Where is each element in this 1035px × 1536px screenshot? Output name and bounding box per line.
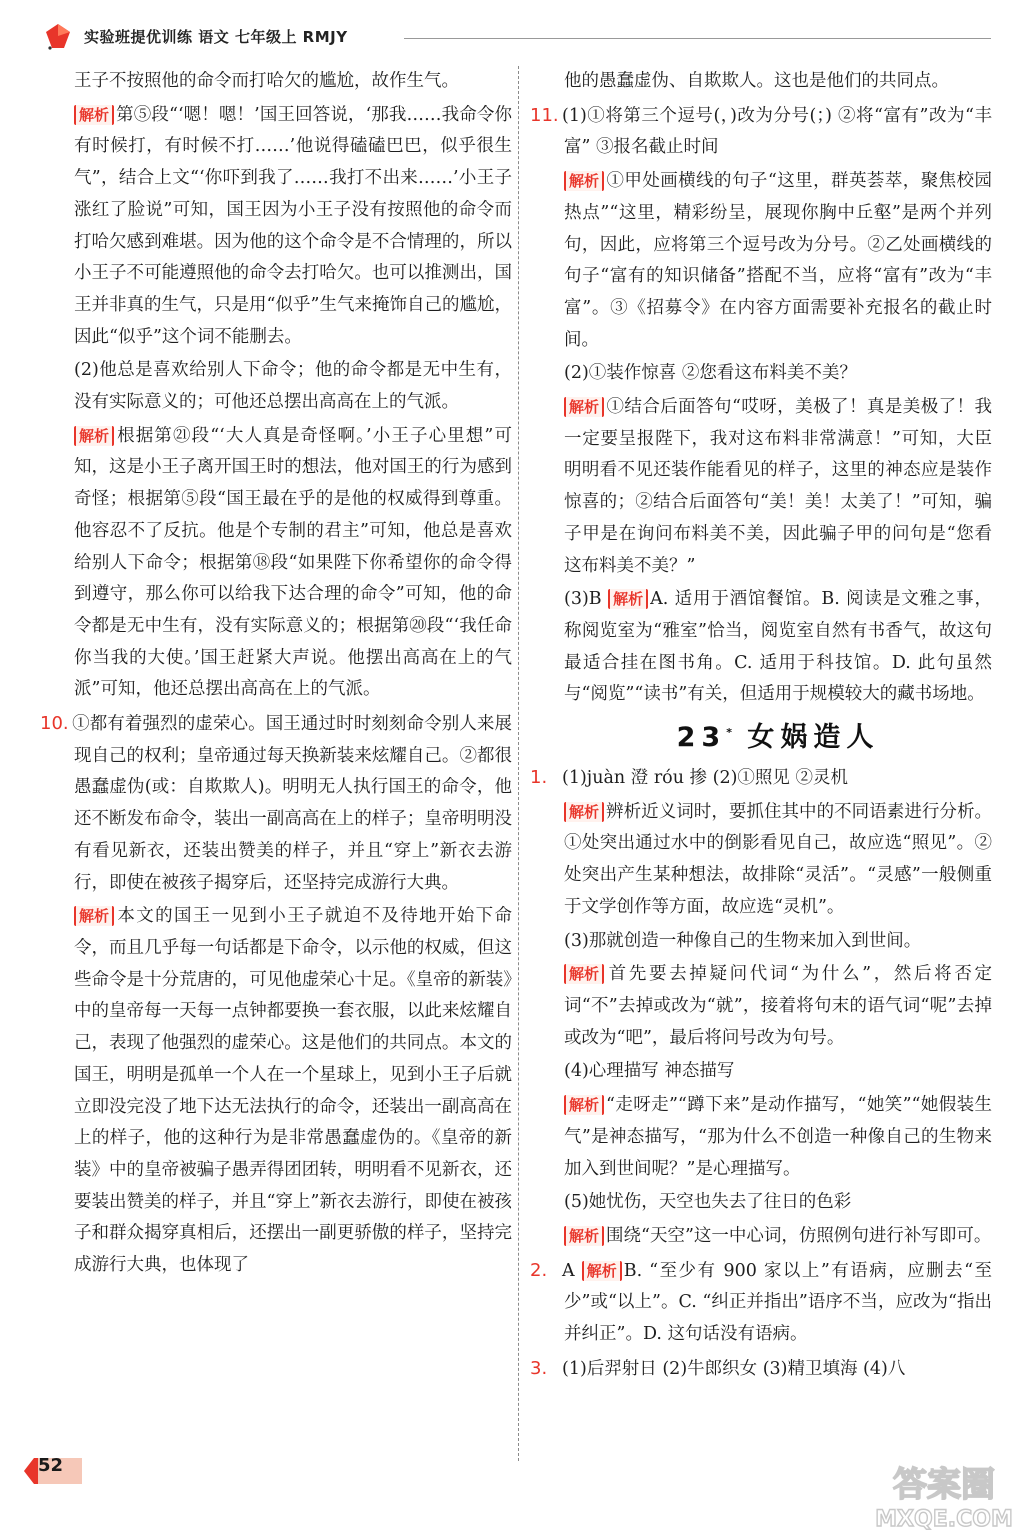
analysis-tag: 解析 — [564, 397, 604, 417]
analysis-tag: 解析 — [582, 1261, 622, 1281]
question-11 — [530, 100, 992, 164]
analysis-tag: 解析 — [564, 802, 604, 822]
right-column — [530, 66, 992, 1387]
question-number: 11. — [530, 104, 559, 126]
answer-paragraph: (4)心理描写 神态描写 — [564, 1061, 735, 1082]
watermark-line2: MXQE.COM — [875, 1507, 1013, 1532]
analysis-paragraph — [74, 100, 512, 354]
lesson-number: 23 — [676, 722, 727, 754]
question-1 — [530, 762, 992, 795]
question-number: 10. — [40, 713, 69, 735]
answer-text: ①都有着强烈的虚荣心。国王通过时时刻刻命令别人来展现自己的权利；皇帝通过每天换新装来炫耀自己。②都很愚蠢虚伪(或：自欺欺人)。明明无人执行国王的命令，他还不断发布命令，装出一副高高在上的样子；皇帝明明没有看见新衣，还装出赞美的样子，并且“穿上”新衣去游行，即使在被孩子揭穿后，还坚持完成游行大典。 — [72, 714, 512, 893]
analysis-tag: 解析 — [564, 1226, 604, 1246]
page-header — [44, 20, 991, 56]
analysis-paragraph — [74, 901, 512, 1281]
question-number: 1. — [530, 767, 548, 789]
analysis-text: 根据第㉑段“‘大人真是奇怪啊。’小王子心里想”可知，这是小王子离开国王时的想法，他对国王的行为感到奇怪；根据第⑤段“国王最在乎的是他的权威得到尊重。他容忍不了反抗。他是个专制的君主”可知，他总是喜欢给别人下命令；根据第⑱段“如果陛下你希望你的命令得到遵守，那么你可以给我下达合理的命令”可知，他的命令都是无中生有，没有实际意义的；根据第⑳段“‘我任命你当我的大使。’国王赶紧大声说。他摆出高高在上的气派”可知，他还总摆出高高在上的气派。 — [74, 425, 512, 700]
page-number: 52 — [38, 1455, 64, 1476]
analysis-text: “走呀走”“蹲下来”是动作描写，“她笑”“她假装生气”是神态描写，“那为什么不创造一种像自己的生物来加入到世间呢？”是心理描写。 — [564, 1095, 992, 1179]
analysis-text: A. 适用于酒馆餐馆。B. 阅读是文雅之事，称阅览室为“雅室”恰当，阅览室自然有书香气，故这句最适合挂在图书角。C. 适用于科技馆。D. 此句虽然与“阅览”“读书”有关，但适用于规模较大的藏书场地。 — [564, 589, 992, 705]
watermark-logo — [859, 1456, 1029, 1532]
analysis-text: 第⑤段“‘嗯！嗯！’国王回答说，‘那我……我命令你有时候打，有时候不打……’他说得磕磕巴巴，似乎很生气”，结合上文“‘你吓到我了……我打不出来……’小王子涨红了脸说”可知，国王因为小王子没有按照他的命令而打哈欠感到难堪。因为他的这个命令是不合情理的，所以小王子不可能遵照他的命令去打哈欠。也可以推测出，国王并非真的生气，只是用“似乎”生气来掩饰自己的尴尬，因此“似乎”这个词不能删去。 — [74, 104, 512, 347]
analysis-text: 本文的国王一见到小王子就迫不及待地开始下命令，而且几乎每一句话都是下命令，以示他的权威，但这些命令是十分荒唐的，可见他虚荣心十足。《皇帝的新装》中的皇帝每一天每一点钟都要换一套衣服，以此来炫耀自己，表现了他强烈的虚荣心。这是他们的共同点。本文的国王，明明是孤单一个人在一个星球上，见到小王子后就立即没完没了地下达无法执行的命令，还装出一副高高在上的样子，他的这种行为是非常愚蠢虚伪的。《皇帝的新装》中的皇帝被骗子愚弄得团团转，明明看不见新衣，还要装出赞美的样子，并且“穿上”新衣去游行，即使在被孩子和群众揭穿真相后，还摆出一副更骄傲的样子，坚持完成游行大典，也体现了 — [74, 906, 512, 1276]
answer-choice: A — [562, 1260, 575, 1281]
analysis-tag: 解析 — [74, 906, 114, 926]
analysis-paragraph — [564, 166, 992, 356]
answer-paragraph: (3)那就创造一种像自己的生物来加入到世间。 — [564, 930, 922, 951]
answer-text: (1)后羿射日 (2)牛郎织女 (3)精卫填海 (4)八 — [562, 1358, 906, 1379]
analysis-paragraph — [564, 1090, 992, 1185]
question-3 — [530, 1353, 992, 1386]
answer-choice: (3)B — [564, 589, 602, 610]
analysis-tag: 解析 — [608, 589, 648, 609]
lesson-title — [564, 713, 992, 758]
lesson-name: 女娲造人 — [747, 722, 880, 754]
answer-paragraph: (5)她忧伤，天空也失去了往日的色彩 — [564, 1192, 852, 1213]
answer-text: (1)juàn 澄 róu 掺 (2)①照见 ②灵机 — [562, 768, 848, 789]
analysis-paragraph — [564, 392, 992, 582]
analysis-tag: 解析 — [564, 1095, 604, 1115]
analysis-text: ①甲处画横线的句子“这里，群英荟萃，聚焦校园热点”“这里，精彩纷呈，展现你胸中丘壑”是两个并列句，因此，应将第三个逗号改为分号。②乙处画横线的句子“富有的知识储备”搭配不当，应将“富有”改为“丰富”。③《招募令》在内容方面需要补充报名的截止时间。 — [564, 171, 992, 350]
left-column — [40, 66, 512, 1284]
answer-paragraph — [564, 584, 992, 711]
lesson-star: * — [726, 726, 732, 740]
question-2 — [530, 1255, 992, 1351]
analysis-text: ①结合后面答句“哎呀，美极了！真是美极了！我一定要呈报陛下，我对这布料非常满意！”可知，大臣明明看不见还装作能看见的样子，这里的神态应是装作惊喜的；②结合后面答句“美！美！太美了！”可知，骗子甲是在询问布料美不美，因此骗子甲的问句是“您看这布料美不美？” — [564, 397, 992, 576]
analysis-paragraph — [564, 797, 992, 924]
answer-paragraph: 王子不按照他的命令而打哈欠的尴尬，故作生气。 — [74, 71, 459, 91]
analysis-tag: 解析 — [74, 426, 114, 446]
analysis-paragraph — [564, 959, 992, 1054]
analysis-tag: 解析 — [564, 171, 604, 191]
analysis-text: 首先要去掉疑问代词“为什么”，然后将否定词“不”去掉或改为“就”，接着将句末的语气词“呢”去掉或改为“吧”，最后将问号改为句号。 — [564, 964, 992, 1048]
answer-text: (1)①将第三个逗号(，)改为分号(；) ②将“富有”改为“丰富” ③报名截止时间 — [562, 105, 992, 158]
analysis-text: 辨析近义词时，要抓住其中的不同语素进行分析。①处突出通过水中的倒影看见自己，故应选“照见”。②处突出产生某种想法，故排除“灵活”。“灵感”一般侧重于文学创作等方面，故应选“灵机”。 — [564, 801, 992, 917]
answer-paragraph: (2)①装作惊喜 ②您看这布料美不美？ — [564, 363, 857, 384]
header-rule — [404, 38, 991, 39]
analysis-paragraph — [74, 421, 512, 706]
header-title: 实验班提优训练 语文 七年级上 RMJY — [84, 28, 348, 46]
watermark-line1: 答案圈 — [893, 1465, 995, 1505]
answer-paragraph: (2)他总是喜欢给别人下命令；他的命令都是无中生有，没有实际意义的；可他还总摆出高高在上的气派。 — [74, 360, 512, 413]
question-number: 2. — [530, 1259, 548, 1281]
column-divider — [518, 66, 519, 1461]
book-logo-icon — [44, 22, 72, 50]
analysis-paragraph — [564, 1221, 992, 1253]
analysis-text: 围绕“天空”这一中心词，仿照例句进行补写即可。 — [606, 1225, 992, 1246]
analysis-tag: 解析 — [564, 964, 604, 984]
question-number: 3. — [530, 1357, 548, 1379]
analysis-text: B. “至少有 900 家以上”有语病，应删去“至少”或“以上”。C. “纠正并指出”语序不当，应改为“指出并纠正”。D. 这句话没有语病。 — [564, 1260, 992, 1345]
analysis-tag: 解析 — [74, 105, 114, 125]
answer-paragraph: 他的愚蠢虚伪、自欺欺人。这也是他们的共同点。 — [564, 71, 949, 91]
question-10 — [40, 708, 512, 899]
